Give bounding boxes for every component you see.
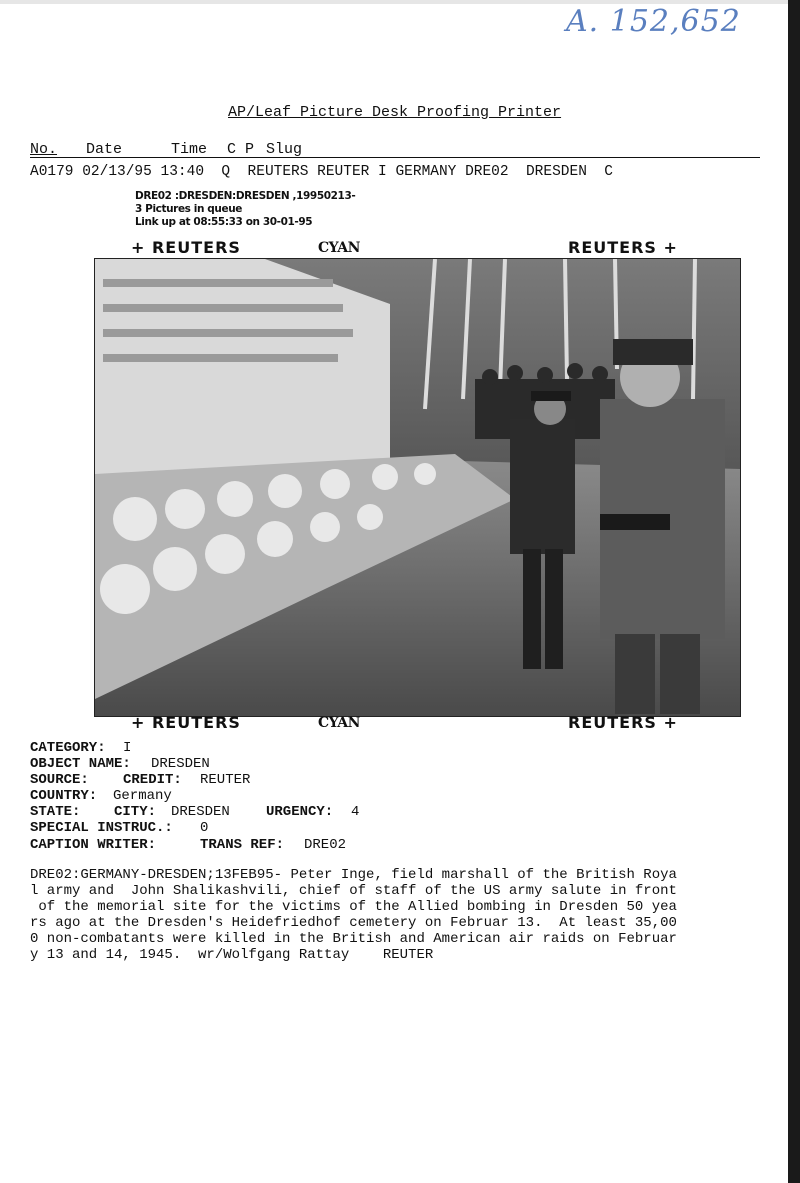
- field-category: [30, 740, 132, 756]
- header-columns: [30, 141, 760, 158]
- transmission-line-1: DRE02 :DRESDEN:DRESDEN ,19950213-: [135, 190, 356, 202]
- metadata-fields: [30, 740, 360, 853]
- transmission-line-3: Link up at 08:55:33 on 30-01-95: [135, 216, 313, 228]
- object-name-label: OBJECT NAME:: [30, 756, 131, 773]
- photo-illustration: [95, 259, 740, 716]
- memorial-wall: [95, 259, 390, 489]
- urgency-value: 4: [351, 804, 360, 821]
- country-value: Germany: [113, 788, 172, 805]
- special-instructions-label: SPECIAL INSTRUC.:: [30, 820, 173, 837]
- slug-line: A0179 02/13/95 13:40 Q REUTERS REUTER I GERMANY DRE02 DRESDEN C: [30, 164, 613, 180]
- category-label: CATEGORY:: [30, 740, 106, 756]
- news-photo: [94, 258, 741, 717]
- credit-label: CREDIT:: [123, 772, 182, 789]
- source-label: SOURCE:: [30, 772, 89, 789]
- field-object-name: [30, 756, 210, 773]
- field-state: [30, 804, 360, 821]
- col-date: Date: [86, 141, 123, 158]
- city-label: CITY:: [114, 804, 157, 821]
- col-slug: Slug: [266, 141, 303, 158]
- credit-value: REUTER: [200, 772, 251, 789]
- photo-caption: [30, 867, 677, 964]
- object-name-value: DRESDEN: [151, 756, 210, 773]
- caption-line: l army and John Shalikashvili, chief of staff of the US army salute in front: [30, 883, 677, 900]
- special-instructions-value: 0: [200, 820, 209, 837]
- caption-writer-label: CAPTION WRITER:: [30, 836, 157, 853]
- state-label: STATE:: [30, 804, 81, 821]
- reg-mark-top-center: CYAN: [318, 240, 360, 256]
- col-cp: C P: [227, 141, 255, 158]
- reg-mark-bottom-left: + REUTERS: [131, 713, 241, 732]
- category-value: I: [123, 740, 132, 756]
- col-no: No.: [30, 141, 58, 158]
- trans-ref-value: DRE02: [304, 836, 347, 853]
- transmission-info: [135, 190, 355, 229]
- page-title: AP/Leaf Picture Desk Proofing Printer: [228, 104, 562, 121]
- reg-mark-bottom-center: CYAN: [318, 715, 360, 731]
- city-value: DRESDEN: [171, 804, 230, 821]
- handwritten-archive-number: A. 152,652: [566, 4, 741, 39]
- reg-mark-top-right: REUTERS +: [568, 238, 678, 257]
- field-source: [30, 772, 251, 789]
- caption-line: rs ago at the Dresden's Heidefriedhof cemetery on Februar 13. At least 35,00: [30, 915, 677, 932]
- caption-line: DRE02:GERMANY-DRESDEN;13FEB95- Peter Inge, field marshall of the British Roya: [30, 867, 677, 883]
- caption-line: y 13 and 14, 1945. wr/Wolfgang Rattay REUTER: [30, 947, 434, 964]
- reg-mark-bottom-right: REUTERS +: [568, 713, 678, 732]
- urgency-label: URGENCY:: [266, 804, 334, 821]
- country-label: COUNTRY:: [30, 788, 98, 805]
- transmission-line-2: 3 Pictures in queue: [135, 203, 243, 215]
- col-time: Time: [171, 141, 208, 158]
- caption-line: of the memorial site for the victims of the Allied bombing in Dresden 50 yea: [30, 899, 677, 916]
- field-country: [30, 788, 172, 805]
- field-caption-writer: [30, 836, 347, 853]
- scan-right-edge: [788, 0, 800, 1183]
- field-special-instructions: [30, 820, 209, 837]
- caption-line: 0 non-combatants were killed in the British and American air raids on Februar: [30, 931, 677, 948]
- reg-mark-top-left: + REUTERS: [131, 238, 241, 257]
- trans-ref-label: TRANS REF:: [200, 836, 285, 853]
